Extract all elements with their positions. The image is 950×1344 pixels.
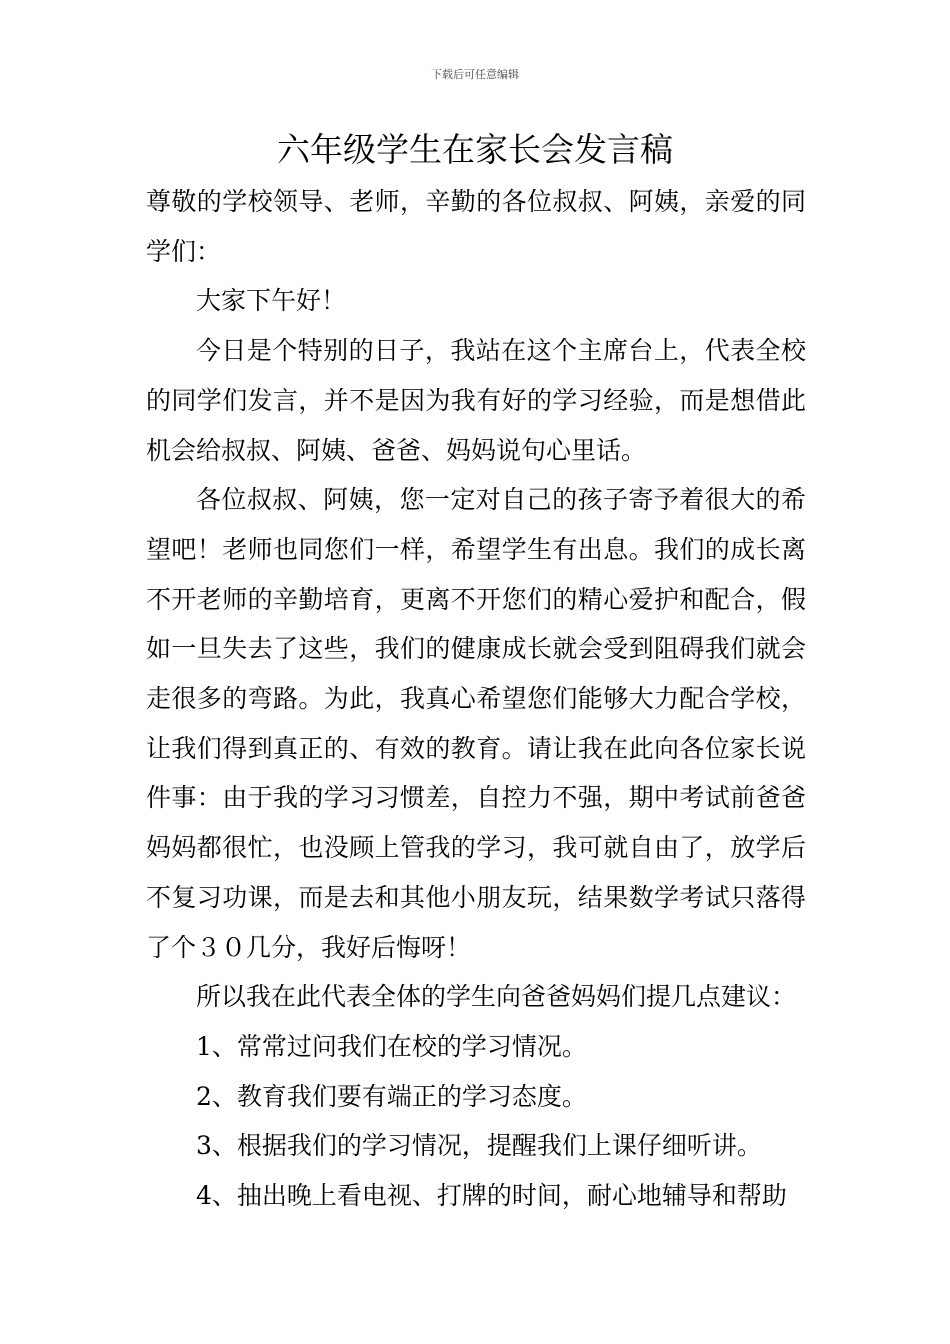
suggestion-list-item: 2、教育我们要有端正的学习态度。 [196, 1081, 587, 1111]
page-header-note: 下载后可任意编辑 [431, 68, 519, 81]
document-title: 六年级学生在家长会发言稿 [277, 130, 673, 169]
suggestion-list-item: 4、抽出晚上看电视、打牌的时间，耐心地辅导和帮助 [196, 1181, 787, 1211]
document-body [146, 177, 806, 1221]
suggestion-list-item: 3、根据我们的学习情况，提醒我们上课仔细听讲。 [196, 1131, 762, 1161]
greeting-paragraph: 大家下午好！ [196, 286, 347, 316]
body-paragraph: 各位叔叔、阿姨，您一定对自己的孩子寄予着很大的希望吧！老师也同您们一样，希望学生有出息。我们的成长离不开老师的辛勤培育，更离不开您们的精心爱护和配合，假如一旦失去了这些，我们的健康成长就会受到阻碍我们就会走很多的弯路。为此，我真心希望您们能够大力配合学校，让我们得到真正的、有效的教育。请让我在此向各位家长说件事：由于我的学习习惯差，自控力不强，期中考试前爸爸妈妈都很忙，也没顾上管我的学习，我可就自由了，放学后不复习功课，而是去和其他小朋友玩，结果数学考试只落得了个３０几分，我好后悔呀！ [146, 485, 806, 962]
salutation-paragraph: 尊敬的学校领导、老师，辛勤的各位叔叔、阿姨，亲爱的同学们： [146, 187, 806, 266]
body-paragraph: 今日是个特别的日子，我站在这个主席台上，代表全校的同学们发言，并不是因为我有好的学习经验，而是想借此机会给叔叔、阿姨、爸爸、妈妈说句心里话。 [146, 336, 806, 465]
suggestion-list-item: 1、常常过问我们在校的学习情况。 [196, 1031, 587, 1061]
body-paragraph: 所以我在此代表全体的学生向爸爸妈妈们提几点建议： [196, 982, 797, 1012]
